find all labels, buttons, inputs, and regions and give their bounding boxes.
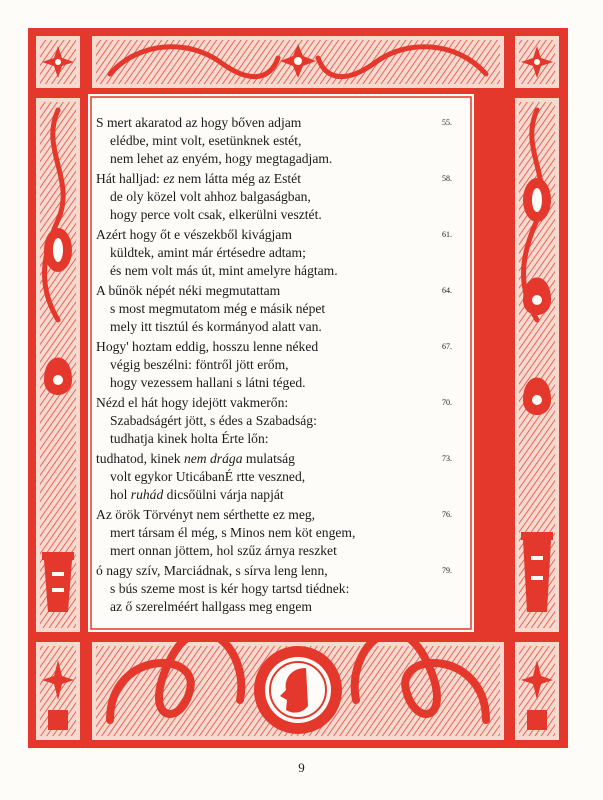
verse-line: Nézd el hát hogy idejött vakmerőn: <box>96 395 289 410</box>
line-number: 58. <box>442 174 452 183</box>
verse-line: küldtek, amint már értésedre adtam; <box>110 245 306 260</box>
italic-word: nem drága <box>183 451 243 466</box>
line-number: 55. <box>442 118 452 127</box>
verse-line: mert onnan jöttem, hol szűz árnya reszket <box>110 543 337 558</box>
italic-word: ruhád <box>130 487 164 502</box>
verse-line: mely itt tisztúl és kormányod alatt van. <box>110 319 322 334</box>
verse-line: hogy perce volt csak, elkerülni vesztét. <box>110 207 322 222</box>
verse-line: végig beszélni: föntről jött erőm, <box>110 357 289 372</box>
poem-panel <box>96 102 466 622</box>
verse-line: A bűnök népét néki megmutattam <box>96 283 281 298</box>
verse-line: tudhatod, kinek nem drága mulatság <box>96 451 295 466</box>
verse-line: ó nagy szív, Marciádnak, s sírva leng lenn, <box>96 563 328 578</box>
verse-line: Az örök Törvényt nem sérthette ez meg, <box>96 507 316 522</box>
verse-line: de oly közel volt ahhoz balgaságban, <box>110 189 311 204</box>
verse-line: elédbe, mint volt, esetünknek estét, <box>110 133 302 148</box>
verse-line: Hát halljad: ez nem látta még az Estét <box>96 171 301 186</box>
verse-line: tudhatja kinek holta Érte lőn: <box>110 431 269 446</box>
verse-line: nem lehet az enyém, hogy megtagadjam. <box>110 151 333 166</box>
verse-line: hol ruhád dicsőülni várja napját <box>110 487 284 502</box>
verse-line: Szabadságért jött, s édes a Szabadság: <box>110 413 317 428</box>
line-number: 79. <box>442 566 452 575</box>
verse-line: s most megmutatom még e másik népet <box>110 301 326 316</box>
verse-line: az ő szerelméért hallgass meg engem <box>110 599 312 614</box>
verse-line: Azért hogy őt e vészekből kivágjam <box>96 227 292 242</box>
verse-line: és nem volt más út, mint amelyre hágtam. <box>110 263 338 278</box>
verse-line: s bús szeme most is kér hogy tartsd tiédnek: <box>110 581 350 596</box>
page-number: 9 <box>298 760 305 775</box>
line-number: 67. <box>442 342 452 351</box>
verse-line: S mert akaratod az hogy bőven adjam <box>96 115 302 130</box>
line-number: 61. <box>442 230 452 239</box>
verse-line: volt egykor UticábanÉ rtte veszned, <box>110 469 306 484</box>
verse-line: hogy vezessem hallani s látni téged. <box>110 375 306 390</box>
line-number: 70. <box>442 398 452 407</box>
line-number: 64. <box>442 286 452 295</box>
verse-line: Hogy' hoztam eddig, hosszu lenne néked <box>96 339 319 354</box>
italic-word: ez <box>163 171 175 186</box>
line-number: 76. <box>442 510 452 519</box>
medallion-profile-icon <box>254 646 342 734</box>
line-number: 73. <box>442 454 452 463</box>
verse-line: mert társam él még, s Minos nem köt engem, <box>110 525 356 540</box>
